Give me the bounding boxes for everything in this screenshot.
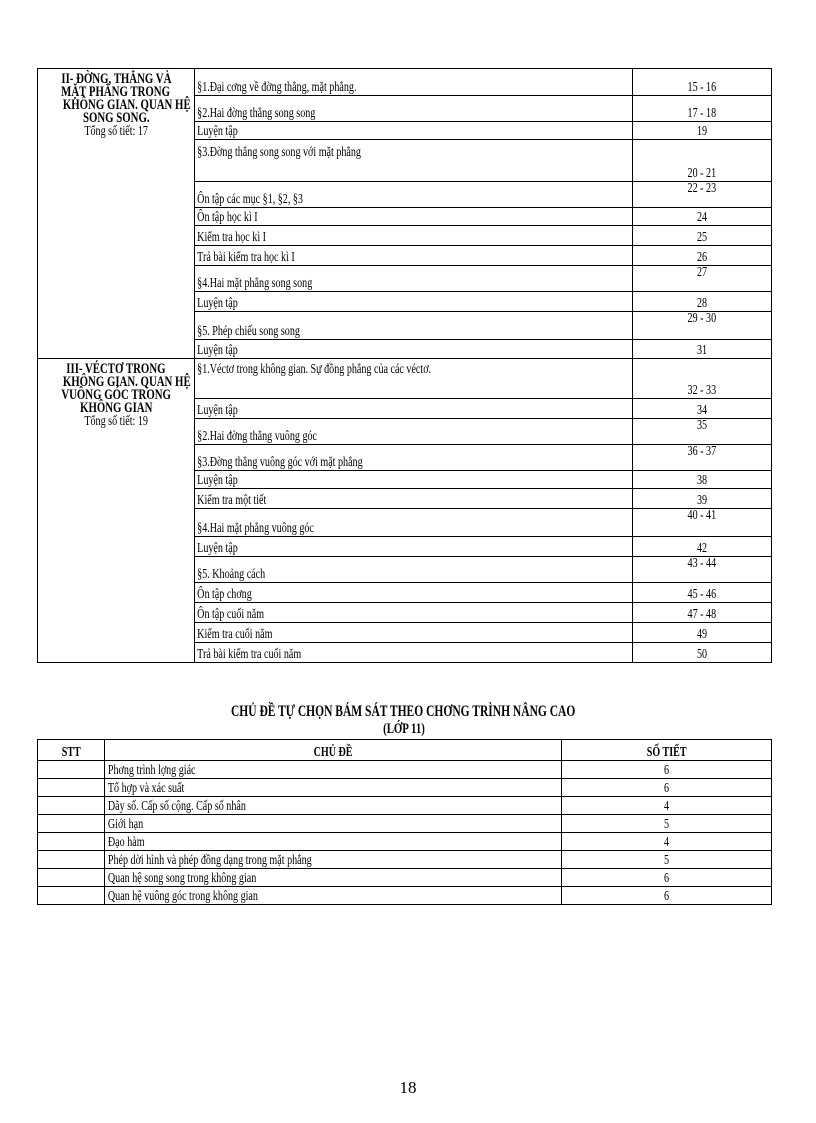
lesson-periods: 38 <box>696 473 708 488</box>
lesson-name: §4.Hai mặt phẳng vuông góc <box>197 521 314 536</box>
lesson-name: §3.Đờng thẳng song song với mặt phẳng <box>197 145 361 160</box>
lesson-name: Trả bài kiểm tra học kì I <box>197 250 295 265</box>
topic-name: Phơng trình lợng giác <box>107 763 196 778</box>
lesson-periods: 35 <box>696 418 708 433</box>
elective-table <box>37 739 772 905</box>
lesson-name: Trả bài kiểm tra cuối năm <box>197 647 302 662</box>
table-row <box>38 761 772 779</box>
lesson-periods: 31 <box>696 343 708 358</box>
lesson-name: Ôn tập chơng <box>197 587 252 602</box>
lesson-periods: 22 - 23 <box>687 181 717 196</box>
lesson-periods: 26 <box>696 250 708 265</box>
table-row <box>38 869 772 887</box>
lesson-periods: 29 - 30 <box>687 311 717 326</box>
lesson-name: §5. Phép chiếu song song <box>197 324 300 339</box>
topic-periods: 6 <box>663 889 670 904</box>
lesson-periods: 32 - 33 <box>687 383 717 398</box>
topic-periods: 6 <box>663 871 670 886</box>
topic-periods: 4 <box>663 835 670 850</box>
lesson-name: Luyện tập <box>197 124 238 139</box>
elective-subtitle: (LỚP 11) <box>382 721 425 737</box>
topic-periods: 6 <box>663 763 670 778</box>
topic-name: Tổ hợp và xác suất <box>107 781 185 796</box>
lesson-name: Kiểm tra một tiết <box>197 493 267 508</box>
table-row <box>38 815 772 833</box>
lesson-periods: 17 - 18 <box>687 106 717 121</box>
table-row <box>38 851 772 869</box>
topic-name: Quan hệ song song trong không gian <box>107 871 257 886</box>
lesson-name: §4.Hai mặt phẳng song song <box>197 276 313 291</box>
topic-periods: 6 <box>663 781 670 796</box>
lesson-periods: 42 <box>696 541 708 556</box>
lesson-periods: 45 - 46 <box>687 587 717 602</box>
header-periods: SỐ TIẾT <box>646 745 687 760</box>
lesson-periods: 15 - 16 <box>687 80 717 95</box>
topic-name: Đạo hàm <box>107 835 145 850</box>
header-topic: CHỦ ĐỀ <box>313 745 353 760</box>
chapter-total: Tổng số tiết: 17 <box>84 124 148 139</box>
chapter-cell <box>38 359 195 663</box>
curriculum-table <box>37 68 772 663</box>
table-row <box>38 833 772 851</box>
topic-periods: 5 <box>663 817 670 832</box>
topic-name: Dãy số. Cấp số cộng. Cấp số nhân <box>107 799 246 814</box>
lesson-name: Kiểm tra cuối năm <box>197 627 273 642</box>
lesson-name: Luyện tập <box>197 296 238 311</box>
lesson-periods: 47 - 48 <box>687 607 717 622</box>
topic-periods: 4 <box>663 799 670 814</box>
lesson-name: §2.Hai đờng thẳng song song <box>197 106 316 121</box>
topic-name: Giới hạn <box>107 817 144 832</box>
lesson-periods: 34 <box>696 403 708 418</box>
chapter-total: Tổng số tiết: 19 <box>84 414 148 429</box>
lesson-periods: 20 - 21 <box>687 166 717 181</box>
header-stt: STT <box>61 745 81 760</box>
lesson-name: Luyện tập <box>197 473 238 488</box>
lesson-periods: 39 <box>696 493 708 508</box>
elective-title: CHỦ ĐỀ TỰ CHỌN BÁM SÁT THEO CHƠNG TRÌNH NÂNG CAO <box>231 703 576 720</box>
table-header-row <box>38 740 772 761</box>
lesson-name: Kiểm tra học kì I <box>197 230 267 245</box>
lesson-periods: 36 - 37 <box>687 444 717 459</box>
lesson-periods: 49 <box>696 627 708 642</box>
lesson-periods: 40 - 41 <box>687 508 717 523</box>
lesson-periods: 24 <box>696 210 708 225</box>
lesson-name: Ôn tập cuối năm <box>197 607 265 622</box>
lesson-periods: 28 <box>696 296 708 311</box>
chapter-cell <box>38 69 195 359</box>
page-number: 18 <box>399 1078 417 1097</box>
lesson-name: §1.Véctơ trong không gian. Sự đồng phẳng của các véctơ. <box>197 362 432 377</box>
lesson-name: Luyện tập <box>197 541 238 556</box>
lesson-name: §5. Khoảng cách <box>197 567 266 582</box>
lesson-name: §3.Đờng thẳng vuông góc với mặt phẳng <box>197 455 363 470</box>
lesson-name: Ôn tập các mục §1, §2, §3 <box>197 192 303 207</box>
table-row <box>38 359 772 399</box>
table-row <box>38 779 772 797</box>
topic-periods: 5 <box>663 853 670 868</box>
table-row <box>38 797 772 815</box>
lesson-name: Ôn tập học kì I <box>197 210 258 225</box>
lesson-periods: 27 <box>696 265 708 280</box>
lesson-name: §1.Đại cơng về đờng thẳng, mặt phẳng. <box>197 80 357 95</box>
chapter-title: II- ĐỜNG, THẲNG VÀ MẶT PHẲNG TRONG KHÔNG GIAN. QUAN HỆ SONG SONG. <box>60 71 191 126</box>
chapter-title: III- VÉCTƠ TRONG KHÔNG GIAN. QUAN HỆ VUÔNG GÓC TRONG KHÔNG GIAN <box>61 361 191 416</box>
lesson-periods: 25 <box>696 230 708 245</box>
lesson-name: Luyện tập <box>197 403 238 418</box>
topic-name: Phép dời hình và phép đồng dạng trong mặt phẳng <box>107 853 312 868</box>
lesson-periods: 50 <box>696 647 708 662</box>
table-row <box>38 887 772 905</box>
topic-name: Quan hệ vuông góc trong không gian <box>107 889 258 904</box>
lesson-name: Luyện tập <box>197 343 238 358</box>
lesson-periods: 43 - 44 <box>687 556 717 571</box>
table-row <box>38 69 772 96</box>
lesson-periods: 19 <box>696 124 708 139</box>
lesson-name: §2.Hai đờng thẳng vuông góc <box>197 429 317 444</box>
